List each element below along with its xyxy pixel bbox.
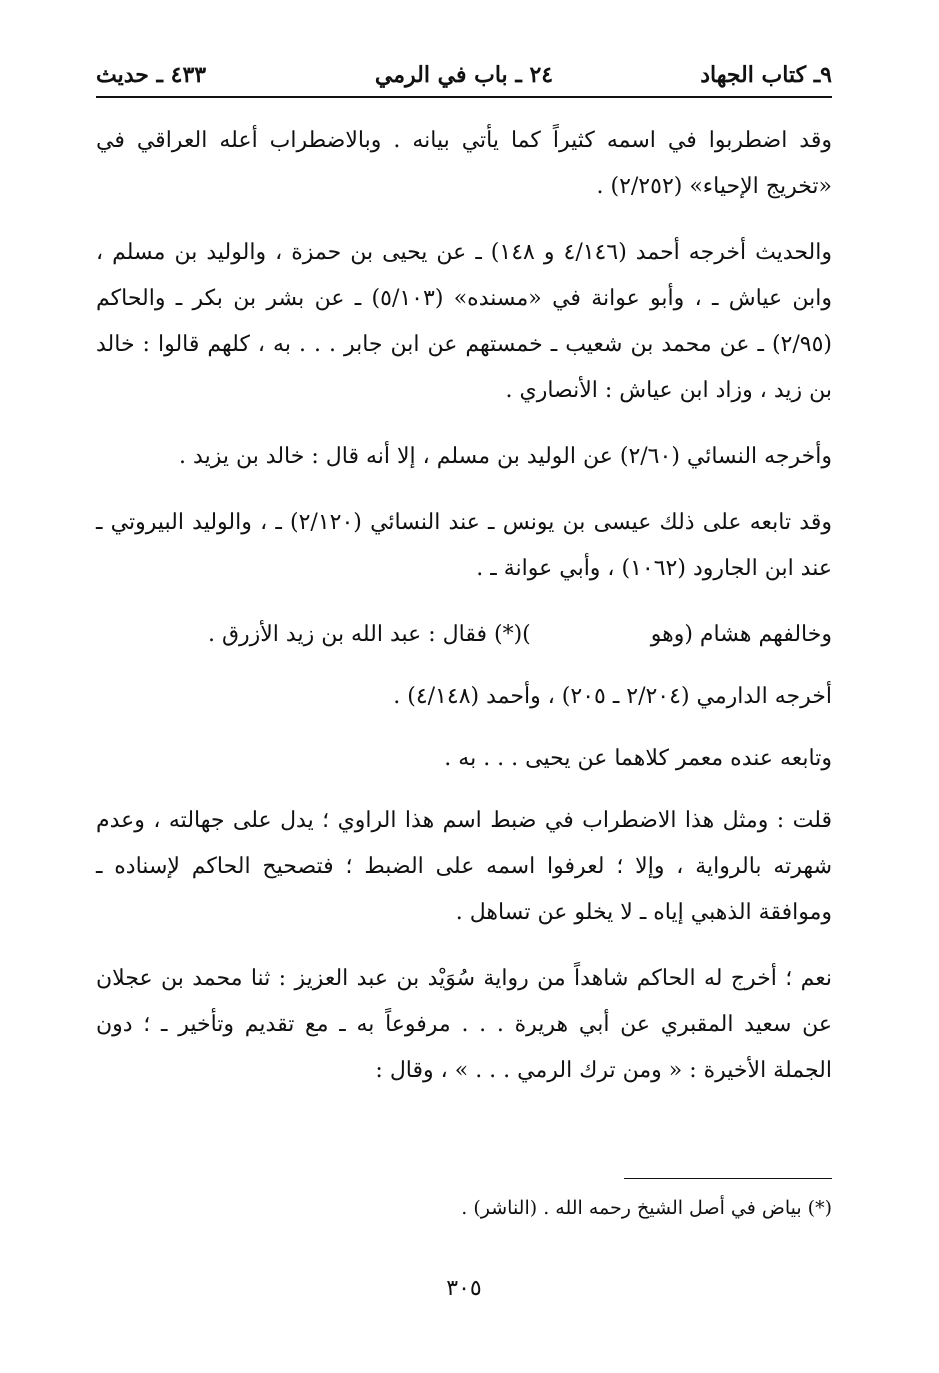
body-text (96, 118, 832, 1094)
footnote-separator (624, 1178, 832, 1179)
page-number: ٣٠٥ (446, 1276, 482, 1301)
paragraph-qultu: قلت : ومثل هذا الاضطراب في ضبط اسم هذا الراوي ؛ يدل على جهالته ، وعدم شهرته بالرواية ، وإلا ؛ لعرفوا اسمه على الضبط ؛ فتصحيح الحاكم لإسناده ـ وموافقة الذهبي إياه ـ لا يخلو عن تساهل . (96, 808, 832, 925)
book-title: ٩ـ كتاب الجهاد (700, 62, 832, 88)
paragraph-khalafahum (96, 612, 832, 658)
chapter-title: ٢٤ ـ باب في الرمي (374, 62, 554, 88)
paragraph-idtirab: وقد اضطربوا في اسمه كثيراً كما يأتي بيانه . وبالاضطراب أعله العراقي في «تخريج الإحياء» (٢/٢٥٢) . (96, 128, 832, 199)
khalafahum-before: وخالفهم هشام (وهو (650, 622, 832, 647)
paragraph-darimi: أخرجه الدارمي (٢/٢٠٤ ـ ٢٠٥) ، وأحمد (٤/١٤٨) . (393, 684, 832, 709)
paragraph-mamar: وتابعه عنده معمر كلاهما عن يحيى . . . به . (444, 746, 832, 771)
hadith-number: ٤٣٣ ـ حديث (96, 62, 207, 88)
paragraph-naam: نعم ؛ أخرج له الحاكم شاهداً من رواية سُوَيْد بن عبد العزيز : ثنا محمد بن عجلان عن سعيد المقبري عن أبي هريرة . . . مرفوعاً به ـ مع تقديم وتأخير ـ ؛ دون الجملة الأخيرة : « ومن ترك الرمي . . . » ، وقال : (96, 966, 832, 1083)
paragraph-mutaba: وقد تابعه على ذلك عيسى بن يونس ـ عند النسائي (٢/١٢٠) ـ ، والوليد البيروتي ـ عند ابن الجارود (١٠٦٢) ، وأبي عوانة ـ . (96, 510, 832, 581)
paragraph-nasai: وأخرجه النسائي (٢/٦٠) عن الوليد بن مسلم ، إلا أنه قال : خالد بن يزيد . (179, 444, 832, 469)
page (96, 60, 832, 1301)
footnote: (*) بياض في أصل الشيخ رحمه الله . (الناشر) . (461, 1197, 832, 1219)
paragraph-takhrij-ahmad: والحديث أخرجه أحمد (٤/١٤٦ و ١٤٨) ـ عن يحيى بن حمزة ، والوليد بن مسلم ، وابن عياش ـ ، وأبو عوانة في «مسنده» (٥/١٠٣) ـ عن بشر بن بكر ـ والحاكم (٢/٩٥) ـ عن محمد بن شعيب ـ خمستهم عن ابن جابر . . . به ، كلهم قالوا : خالد بن زيد ، وزاد ابن عياش : الأنصاري . (96, 240, 832, 403)
running-header (96, 60, 832, 98)
khalafahum-after: )(*) فقال : عبد الله بن زيد الأزرق . (207, 622, 531, 647)
